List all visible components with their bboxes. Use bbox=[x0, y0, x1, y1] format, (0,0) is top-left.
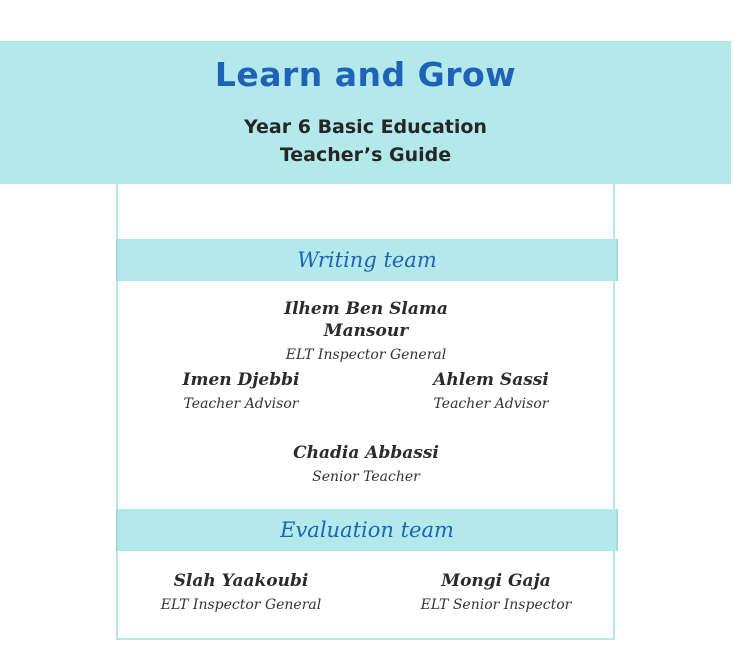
header-banner bbox=[0, 41, 731, 184]
member-role: ELT Inspector General bbox=[285, 347, 447, 363]
member-role: Teacher Advisor bbox=[183, 396, 299, 412]
evaluation-member-2 bbox=[376, 570, 616, 616]
writing-member-3 bbox=[371, 369, 611, 415]
member-name: Chadia Abbassi bbox=[293, 443, 439, 463]
writing-member-2 bbox=[121, 369, 361, 415]
subtitle-line-2: Teacher’s Guide bbox=[279, 144, 452, 166]
member-role: Teacher Advisor bbox=[433, 396, 549, 412]
member-name: Imen Djebbi bbox=[182, 370, 300, 390]
evaluation-member-1 bbox=[121, 570, 361, 616]
book-subtitle bbox=[0, 113, 731, 169]
member-name: Ahlem Sassi bbox=[433, 370, 549, 390]
member-role: ELT Inspector General bbox=[160, 597, 322, 613]
writing-member-4 bbox=[246, 442, 486, 488]
evaluation-team-heading: Evaluation team bbox=[116, 509, 618, 551]
member-name: Slah Yaakoubi bbox=[173, 571, 309, 591]
subtitle-line-1: Year 6 Basic Education bbox=[244, 116, 487, 138]
member-role: ELT Senior Inspector bbox=[420, 597, 572, 613]
writing-team-heading: Writing team bbox=[116, 239, 618, 281]
member-role: Senior Teacher bbox=[312, 469, 420, 485]
writing-member-1 bbox=[246, 298, 486, 366]
book-title: Learn and Grow bbox=[214, 55, 517, 94]
member-name: Mongi Gaja bbox=[441, 571, 551, 591]
member-name: Ilhem Ben Slama Mansour bbox=[284, 299, 448, 341]
